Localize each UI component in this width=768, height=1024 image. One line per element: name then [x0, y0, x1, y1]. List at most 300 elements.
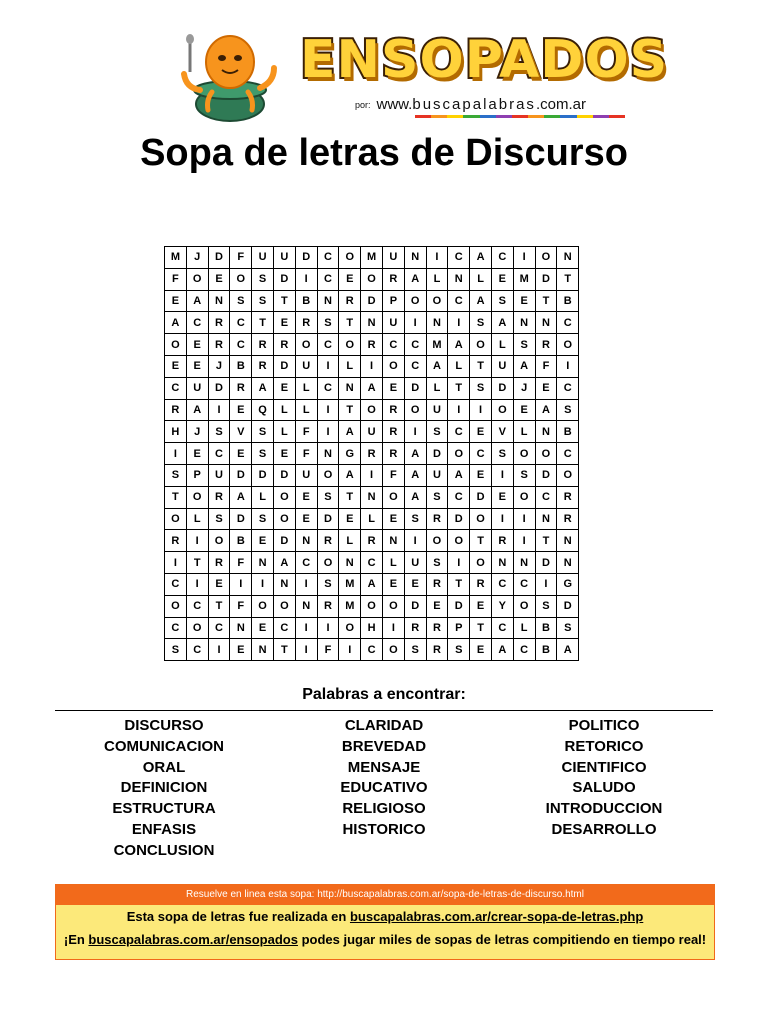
word-item: BREVEDAD — [341, 737, 427, 755]
grid-row — [165, 573, 579, 595]
byline-site: buscapalabras — [412, 96, 536, 113]
grid-cell: E — [470, 639, 492, 661]
grid-cell: B — [535, 617, 557, 639]
grid-cell: D — [230, 464, 252, 486]
word-item: CIENTIFICO — [561, 758, 647, 776]
grid-cell: R — [557, 486, 579, 508]
grid-cell: C — [230, 312, 252, 334]
grid-cell: S — [557, 399, 579, 421]
octopus-mascot-icon — [178, 30, 278, 122]
grid-cell: I — [165, 443, 187, 465]
word-column-3 — [494, 716, 714, 841]
grid-cell: E — [404, 573, 426, 595]
grid-cell: O — [404, 290, 426, 312]
grid-cell: I — [317, 399, 339, 421]
grid-cell: R — [404, 617, 426, 639]
grid-cell: N — [513, 552, 535, 574]
word-item: DISCURSO — [124, 717, 204, 734]
grid-cell: C — [317, 377, 339, 399]
grid-cell: O — [273, 486, 295, 508]
grid-cell: N — [317, 290, 339, 312]
grid-cell: A — [513, 355, 535, 377]
grid-row — [165, 247, 579, 269]
grid-cell: N — [535, 421, 557, 443]
grid-cell: F — [295, 443, 317, 465]
grid-cell: R — [426, 573, 448, 595]
grid-cell: R — [252, 355, 274, 377]
grid-cell: L — [426, 268, 448, 290]
grid-cell: L — [339, 355, 361, 377]
grid-cell: N — [317, 443, 339, 465]
grid-cell: S — [208, 421, 230, 443]
grid-cell: E — [382, 573, 404, 595]
grid-cell: C — [165, 617, 187, 639]
word-item: INTRODUCCION — [545, 800, 663, 818]
grid-cell: E — [273, 312, 295, 334]
grid-cell: R — [426, 617, 448, 639]
grid-cell: E — [165, 355, 187, 377]
grid-cell: H — [361, 617, 383, 639]
grid-cell: L — [252, 486, 274, 508]
grid-cell: I — [295, 617, 317, 639]
grid-cell: V — [230, 421, 252, 443]
grid-cell: E — [513, 399, 535, 421]
grid-cell: S — [426, 486, 448, 508]
grid-cell: S — [165, 639, 187, 661]
grid-cell: I — [186, 530, 208, 552]
grid-cell: R — [165, 530, 187, 552]
grid-cell: O — [491, 399, 513, 421]
grid-cell: E — [252, 530, 274, 552]
grid-cell: S — [448, 639, 470, 661]
grid-cell: O — [470, 552, 492, 574]
grid-cell: C — [448, 486, 470, 508]
footer-line-1 — [56, 905, 714, 928]
grid-cell: C — [317, 334, 339, 356]
grid-cell: L — [361, 508, 383, 530]
grid-cell: L — [339, 530, 361, 552]
solve-online-link[interactable]: Resuelve en linea esta sopa: http://buscapalabras.com.ar/sopa-de-letras-de-discurso.html — [56, 885, 714, 905]
grid-cell: C — [513, 639, 535, 661]
grid-cell: O — [382, 355, 404, 377]
grid-cell: D — [491, 377, 513, 399]
grid-row — [165, 552, 579, 574]
grid-row — [165, 399, 579, 421]
grid-row — [165, 290, 579, 312]
grid-cell: T — [273, 639, 295, 661]
grid-cell: O — [404, 399, 426, 421]
header — [0, 0, 768, 130]
word-column-2 — [274, 716, 494, 841]
grid-cell: N — [535, 508, 557, 530]
grid-cell: S — [491, 290, 513, 312]
grid-cell: I — [448, 552, 470, 574]
grid-row — [165, 377, 579, 399]
grid-cell: A — [448, 334, 470, 356]
grid-cell: E — [339, 268, 361, 290]
grid-cell: F — [165, 268, 187, 290]
grid-cell: S — [513, 464, 535, 486]
grid-cell: R — [339, 290, 361, 312]
grid-cell: R — [382, 268, 404, 290]
grid-cell: D — [448, 595, 470, 617]
grid-cell: T — [535, 290, 557, 312]
grid-cell: U — [491, 355, 513, 377]
grid-cell: N — [535, 312, 557, 334]
grid-cell: E — [295, 486, 317, 508]
grid-cell: C — [208, 443, 230, 465]
grid-cell: O — [339, 617, 361, 639]
grid-cell: C — [273, 617, 295, 639]
grid-row — [165, 421, 579, 443]
grid-cell: E — [470, 464, 492, 486]
word-item: DESARROLLO — [551, 820, 657, 838]
page-title: Sopa de letras de Discurso — [140, 132, 628, 174]
grid-cell: L — [273, 421, 295, 443]
grid-cell: A — [491, 312, 513, 334]
words-divider — [55, 710, 713, 711]
logo-brand-text: ENSOPADOS — [300, 30, 669, 90]
grid-cell: B — [230, 530, 252, 552]
grid-cell: R — [535, 334, 557, 356]
grid-cell: N — [513, 312, 535, 334]
grid-cell: I — [404, 530, 426, 552]
grid-cell: O — [361, 595, 383, 617]
grid-cell: A — [404, 464, 426, 486]
byline-www: www. — [376, 96, 413, 113]
grid-cell: R — [317, 530, 339, 552]
grid-cell: E — [230, 639, 252, 661]
grid-cell: L — [448, 355, 470, 377]
grid-cell: B — [557, 421, 579, 443]
grid-cell: I — [491, 464, 513, 486]
grid-cell: O — [361, 268, 383, 290]
grid-cell: A — [404, 268, 426, 290]
grid-cell: I — [426, 247, 448, 269]
grid-cell: N — [361, 312, 383, 334]
grid-cell: O — [186, 486, 208, 508]
grid-cell: O — [186, 268, 208, 290]
grid-cell: R — [273, 334, 295, 356]
grid-cell: O — [317, 552, 339, 574]
grid-cell: C — [186, 639, 208, 661]
grid-cell: R — [317, 595, 339, 617]
grid-cell: M — [339, 595, 361, 617]
grid-cell: C — [361, 639, 383, 661]
grid-cell: E — [382, 377, 404, 399]
grid-cell: C — [491, 573, 513, 595]
grid-cell: I — [361, 355, 383, 377]
grid-cell: O — [295, 334, 317, 356]
grid-row — [165, 486, 579, 508]
grid-cell: C — [404, 355, 426, 377]
grid-cell: U — [382, 247, 404, 269]
grid-cell: C — [448, 290, 470, 312]
word-item: RELIGIOSO — [342, 800, 426, 818]
grid-cell: O — [426, 530, 448, 552]
grid-cell: A — [361, 377, 383, 399]
grid-cell: G — [339, 443, 361, 465]
grid-cell: O — [165, 334, 187, 356]
grid-cell: C — [361, 552, 383, 574]
grid-cell: C — [382, 334, 404, 356]
grid-cell: O — [448, 443, 470, 465]
grid-cell: A — [426, 355, 448, 377]
word-item: RETORICO — [564, 737, 644, 755]
grid-cell: D — [273, 530, 295, 552]
grid-cell: C — [165, 573, 187, 595]
grid-cell: E — [186, 334, 208, 356]
grid-cell: A — [361, 573, 383, 595]
ensopados-link[interactable]: buscapalabras.com.ar/ensopados — [88, 932, 298, 947]
grid-cell: C — [535, 486, 557, 508]
grid-cell: M — [513, 268, 535, 290]
grid-cell: U — [426, 464, 448, 486]
grid-cell: T — [448, 377, 470, 399]
grid-cell: R — [230, 377, 252, 399]
word-item: CLARIDAD — [344, 717, 424, 734]
grid-cell: C — [317, 268, 339, 290]
grid-cell: O — [230, 268, 252, 290]
grid-cell: T — [448, 573, 470, 595]
grid-cell: T — [165, 486, 187, 508]
grid-cell: E — [230, 443, 252, 465]
grid-cell: D — [535, 552, 557, 574]
grid-cell: B — [535, 639, 557, 661]
grid-row — [165, 312, 579, 334]
grid-cell: N — [208, 290, 230, 312]
grid-cell: D — [317, 508, 339, 530]
grid-row — [165, 268, 579, 290]
grid-cell: C — [448, 421, 470, 443]
grid-cell: M — [339, 573, 361, 595]
grid-cell: S — [491, 443, 513, 465]
grid-cell: D — [230, 508, 252, 530]
grid-cell: E — [491, 268, 513, 290]
grid-cell: L — [513, 421, 535, 443]
grid-row — [165, 334, 579, 356]
grid-cell: O — [273, 508, 295, 530]
word-item: MENSAJE — [347, 758, 421, 776]
grid-cell: I — [557, 355, 579, 377]
grid-cell: C — [317, 247, 339, 269]
grid-cell: F — [295, 421, 317, 443]
word-item: ENFASIS — [131, 820, 197, 838]
grid-cell: S — [470, 312, 492, 334]
grid-cell: C — [557, 443, 579, 465]
grid-cell: C — [295, 552, 317, 574]
grid-cell: O — [208, 530, 230, 552]
grid-cell: N — [339, 552, 361, 574]
grid-cell: A — [470, 247, 492, 269]
grid-cell: O — [513, 486, 535, 508]
grid-cell: A — [557, 639, 579, 661]
grid-cell: I — [448, 399, 470, 421]
grid-cell: B — [230, 355, 252, 377]
grid-cell: E — [535, 377, 557, 399]
grid-cell: N — [491, 552, 513, 574]
grid-row — [165, 617, 579, 639]
words-heading: Palabras a encontrar: — [302, 686, 466, 703]
grid-cell: O — [339, 334, 361, 356]
grid-cell: A — [339, 464, 361, 486]
grid-cell: I — [339, 639, 361, 661]
grid-cell: R — [208, 312, 230, 334]
grid-cell: R — [295, 312, 317, 334]
grid-cell: T — [535, 530, 557, 552]
grid-cell: O — [186, 617, 208, 639]
grid-cell: D — [273, 464, 295, 486]
grid-cell: I — [470, 399, 492, 421]
grid-cell: A — [535, 399, 557, 421]
grid-cell: D — [404, 377, 426, 399]
grid-cell: L — [295, 377, 317, 399]
grid-cell: U — [252, 247, 274, 269]
word-item: HISTORICO — [342, 820, 426, 838]
grid-row — [165, 443, 579, 465]
grid-cell: E — [339, 508, 361, 530]
grid-cell: O — [273, 595, 295, 617]
grid-cell: T — [557, 268, 579, 290]
grid-cell: N — [448, 268, 470, 290]
grid-cell: C — [186, 312, 208, 334]
grid-cell: R — [426, 508, 448, 530]
grid-cell: R — [382, 399, 404, 421]
grid-cell: O — [557, 464, 579, 486]
grid-cell: S — [513, 334, 535, 356]
grid-cell: M — [165, 247, 187, 269]
grid-cell: D — [426, 443, 448, 465]
grid-cell: N — [404, 247, 426, 269]
grid-cell: L — [382, 552, 404, 574]
grid-cell: L — [186, 508, 208, 530]
grid-cell: N — [426, 312, 448, 334]
grid-cell: E — [208, 573, 230, 595]
grid-cell: U — [208, 464, 230, 486]
byline-tld: .com.ar — [535, 96, 586, 113]
grid-cell: V — [491, 421, 513, 443]
grid-cell: A — [448, 464, 470, 486]
grid-cell: R — [252, 334, 274, 356]
grid-cell: R — [557, 508, 579, 530]
grid-cell: O — [339, 247, 361, 269]
grid-cell: E — [165, 290, 187, 312]
word-item: ORAL — [142, 758, 186, 776]
grid-cell: H — [165, 421, 187, 443]
grid-cell: I — [186, 573, 208, 595]
grid-cell: U — [404, 552, 426, 574]
grid-row — [165, 464, 579, 486]
grid-cell: F — [535, 355, 557, 377]
grid-row — [165, 355, 579, 377]
grid-cell: S — [426, 421, 448, 443]
grid-cell: S — [404, 508, 426, 530]
grid-cell: A — [273, 552, 295, 574]
grid-cell: I — [317, 617, 339, 639]
word-item: COMUNICACION — [104, 737, 224, 755]
grid-cell: I — [404, 421, 426, 443]
grid-cell: D — [273, 268, 295, 290]
grid-cell: R — [361, 443, 383, 465]
grid-cell: E — [470, 421, 492, 443]
grid-cell: O — [165, 595, 187, 617]
grid-cell: E — [426, 595, 448, 617]
grid-cell: S — [317, 312, 339, 334]
grid-cell: I — [208, 399, 230, 421]
grid-cell: F — [230, 247, 252, 269]
word-search-grid — [164, 246, 579, 661]
grid-row — [165, 639, 579, 661]
grid-cell: A — [230, 486, 252, 508]
grid-cell: S — [317, 573, 339, 595]
grid-cell: C — [513, 573, 535, 595]
grid-cell: J — [513, 377, 535, 399]
grid-cell: A — [404, 486, 426, 508]
grid-cell: N — [230, 617, 252, 639]
ensopados-logo — [300, 30, 669, 90]
grid-cell: E — [273, 443, 295, 465]
grid-cell: D — [208, 377, 230, 399]
grid-cell: I — [165, 552, 187, 574]
grid-cell: E — [513, 290, 535, 312]
grid-cell: L — [491, 334, 513, 356]
grid-cell: C — [470, 443, 492, 465]
grid-cell: M — [361, 247, 383, 269]
grid-cell: D — [535, 464, 557, 486]
create-word-search-link[interactable]: buscapalabras.com.ar/crear-sopa-de-letras.php — [349, 909, 644, 924]
word-item: ESTRUCTURA — [112, 800, 216, 818]
grid-cell: M — [426, 334, 448, 356]
byline-prefix: por: — [355, 100, 371, 111]
grid-cell: I — [448, 312, 470, 334]
grid-cell: I — [513, 508, 535, 530]
grid-cell: T — [470, 617, 492, 639]
grid-cell: N — [339, 377, 361, 399]
footer-box — [55, 884, 715, 960]
grid-cell: O — [361, 399, 383, 421]
word-item: EDUCATIVO — [340, 779, 428, 797]
grid-cell: D — [404, 595, 426, 617]
grid-cell: A — [404, 443, 426, 465]
grid-cell: I — [252, 573, 274, 595]
grid-cell: L — [470, 268, 492, 290]
grid-cell: O — [382, 595, 404, 617]
grid-cell: C — [491, 247, 513, 269]
grid-cell: A — [186, 399, 208, 421]
grid-cell: T — [339, 486, 361, 508]
grid-row — [165, 595, 579, 617]
word-item: CONCLUSION — [113, 841, 215, 859]
grid-cell: Q — [252, 399, 274, 421]
grid-cell: S — [470, 377, 492, 399]
word-item: POLITICO — [568, 717, 640, 734]
grid-cell: G — [557, 573, 579, 595]
grid-cell: U — [273, 247, 295, 269]
grid-cell: D — [361, 290, 383, 312]
footer-line-2 — [56, 928, 714, 951]
grid-cell: O — [382, 639, 404, 661]
grid-cell: Y — [491, 595, 513, 617]
grid-cell: J — [186, 421, 208, 443]
grid-cell: T — [252, 312, 274, 334]
grid-cell: E — [295, 508, 317, 530]
grid-cell: N — [273, 573, 295, 595]
grid-cell: C — [491, 617, 513, 639]
grid-cell: N — [252, 639, 274, 661]
grid-cell: E — [252, 617, 274, 639]
grid-cell: D — [470, 486, 492, 508]
grid-cell: E — [491, 486, 513, 508]
